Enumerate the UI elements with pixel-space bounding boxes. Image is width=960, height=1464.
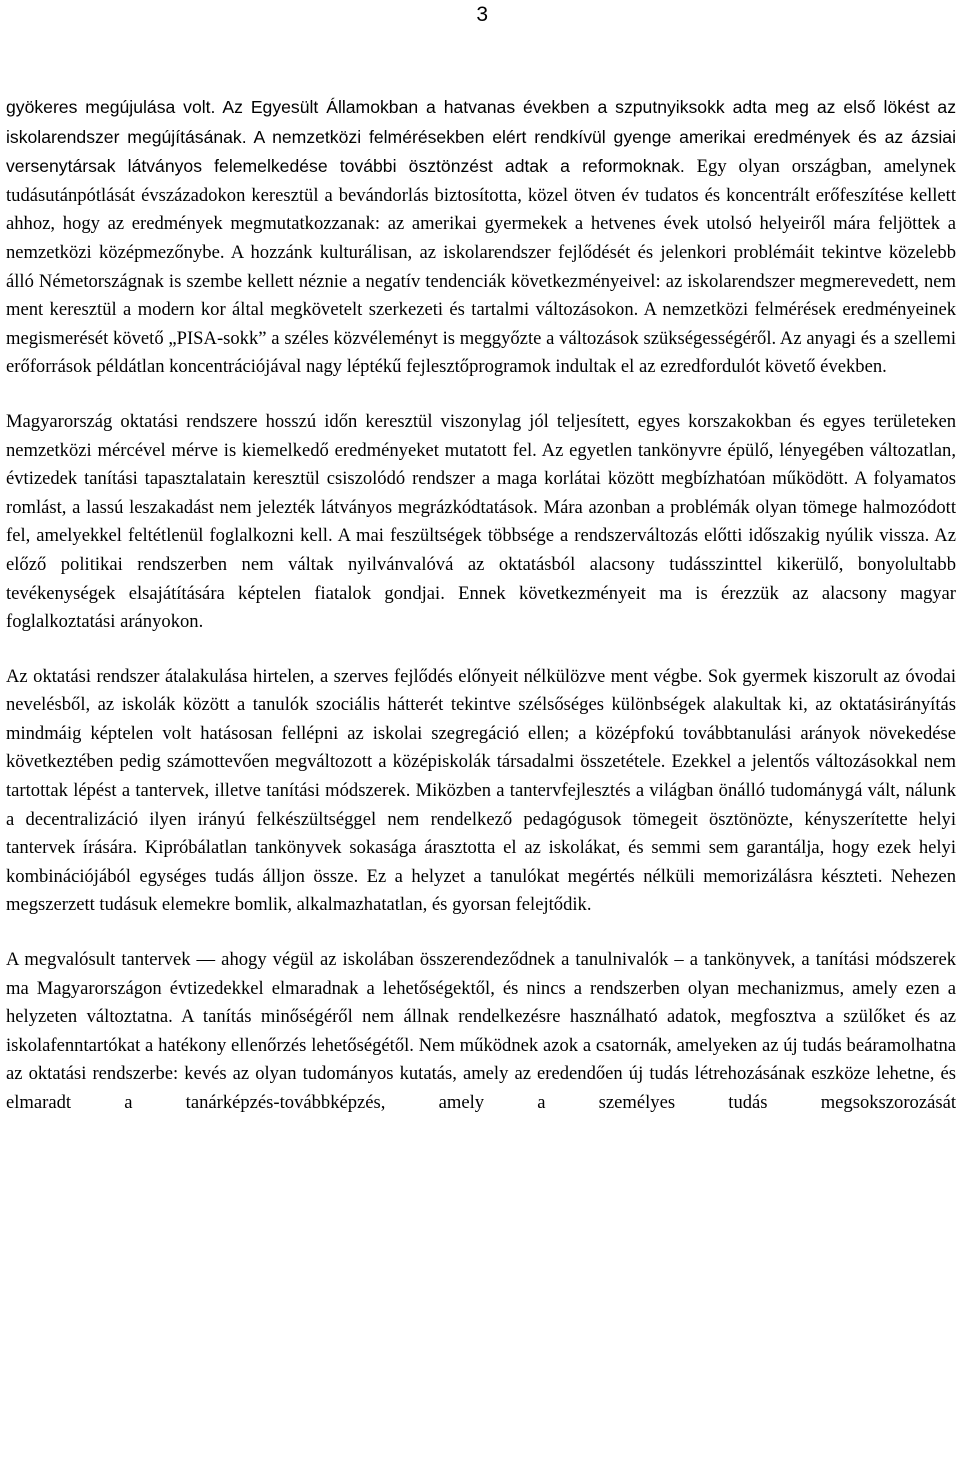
- paragraph-1-sans-part: gyökeres megújulása volt. Az Egyesült Államokban a hatvanas években a szputnyiksokk adta meg az első lökést az iskolarendszer megújításának. A nemzetközi felmérésekben elért rendkívül gyenge amerikai eredmények és az ázsiai versenytársak látványos felemelkedése további ösztönzést adtak a reformoknak.: [6, 97, 956, 177]
- page-number: 3: [476, 3, 488, 26]
- paragraph-4: A megvalósult tantervek ― ahogy végül az iskolában összerendeződnek a tanulnivalók – a tankönyvek, a tanítási módszerek ma Magyarországon évtizedekkel elmaradnak a lehetőségektől, és nincs a rendszerben olyan mechanizmus, amely ezen a helyzeten változtatna. A tanítás minőségéről nem állnak rendelkezésre használható adatok, megfosztva a szülőket és az iskolafenntartókat a hatékony ellenőrzés lehetőségétől. Nem működnek azok a csatornák, amelyeken az új tudás beáramolhatna az oktatási rendszerbe: kevés az olyan tudományos kutatás, amely az eredendően új tudás létrehozásának eszköze lehetne, és elmaradt a tanárképzés-továbbképzés, amely a személyes tudás megsokszorozását: [6, 949, 956, 1113]
- paragraph-1-serif-part: Egy olyan országban, amelynek tudásutánpótlását évszázadokon keresztül a bevándorlás biztosította, közel ötven év tudatos és koncentrált erőfeszítése kellett ahhoz, hogy az eredmények megmutatkozzanak: az amerikai gyermekek a hetvenes évek utolsó helyeiről mára feljöttek a nemzetközi középmezőnybe. A hozzánk kulturálisan, az iskolarendszer fejlődését és jelenkori problémáit tekintve közelebb álló Németországnak is szembe kellett néznie a negatív tendenciák következményeivel: az iskolarendszer megmerevedett, nem ment keresztül a modern kor által megkövetelt szerkezeti és tartalmi változásokon. A nemzetközi felmérések eredményeinek megismerését követő „PISA-sokk” a széles közvéleményt is meggyőzte a változások szükségességéről. Az anyagi és a szellemi erőforrások példátlan koncentrációjával nagy léptékű fejlesztőprogramok indultak el az ezredfordulót követő években.: [6, 156, 956, 378]
- paragraph-1: [6, 93, 956, 382]
- paragraph-3: Az oktatási rendszer átalakulása hirtelen, a szerves fejlődés előnyeit nélkülözve ment végbe. Sok gyermek kiszorult az óvodai nevelésből, az iskolák között a tanulók szociális hátterét tekintve szélsőséges különbségek alakultak ki, az oktatásirányítás mindmáig képtelen volt hatásosan fellépni az iskolai szegregáció ellen; a középfokú továbbtanulási arányok növekedése következtében pedig számottevően megváltozott a középiskolák társadalmi összetétele. Ezekkel a jelentős változásokkal nem tartottak lépést a tantervek, illetve tanítási módszerek. Miközben a tantervfejlesztés a világban önálló tudománygá vált, nálunk a decentralizáció ilyen irányú felkészültséggel nem rendelkező pedagógusok tömegeit ösztönözte, kényszerítette helyi tantervek írására. Kipróbálatlan tankönyvek sokasága árasztotta el az iskolákat, és semmi sem garantálja, hogy ezek helyi kombinációjából egységes tudás álljon össze. Ez a helyzet a tanulókat megértés nélküli memorizálásra készteti. Nehezen megszerzett tudásuk elemekre bomlik, alkalmazhatatlan, és gyorsan felejtődik.: [6, 665, 956, 916]
- paragraph-2: Magyarország oktatási rendszere hosszú időn keresztül viszonylag jól teljesített, egyes korszakokban és egyes területeken nemzetközi mércével mérve is kiemelkedő eredményeket mutatott fel. Az egyetlen tankönyvre épülő, lényegében változatlan, évtizedek tanítási tapasztalatain keresztül csiszolódó rendszer a maga korlátai között megbízhatóan működött. A folyamatos romlást, a lassú leszakadást nem jelezték látványos megrázkódtatások. Mára azonban a problémák olyan tömege halmozódott fel, amelyekkel feltétlenül foglalkozni kell. A mai feszültségek többsége a rendszerváltozás előtti időszakig nyúlik vissza. Az előző politikai rendszerben nem váltak nyilvánvalóvá az oktatásból alacsony tudásszinttel kikerülő, bonyolultabb tevékenységek elsajátítására képtelen fiatalok gondjai. Ennek következményeit ma is érezzük az alacsony magyar foglalkoztatási arányokon.: [6, 410, 956, 633]
- document-body: [6, 93, 956, 1118]
